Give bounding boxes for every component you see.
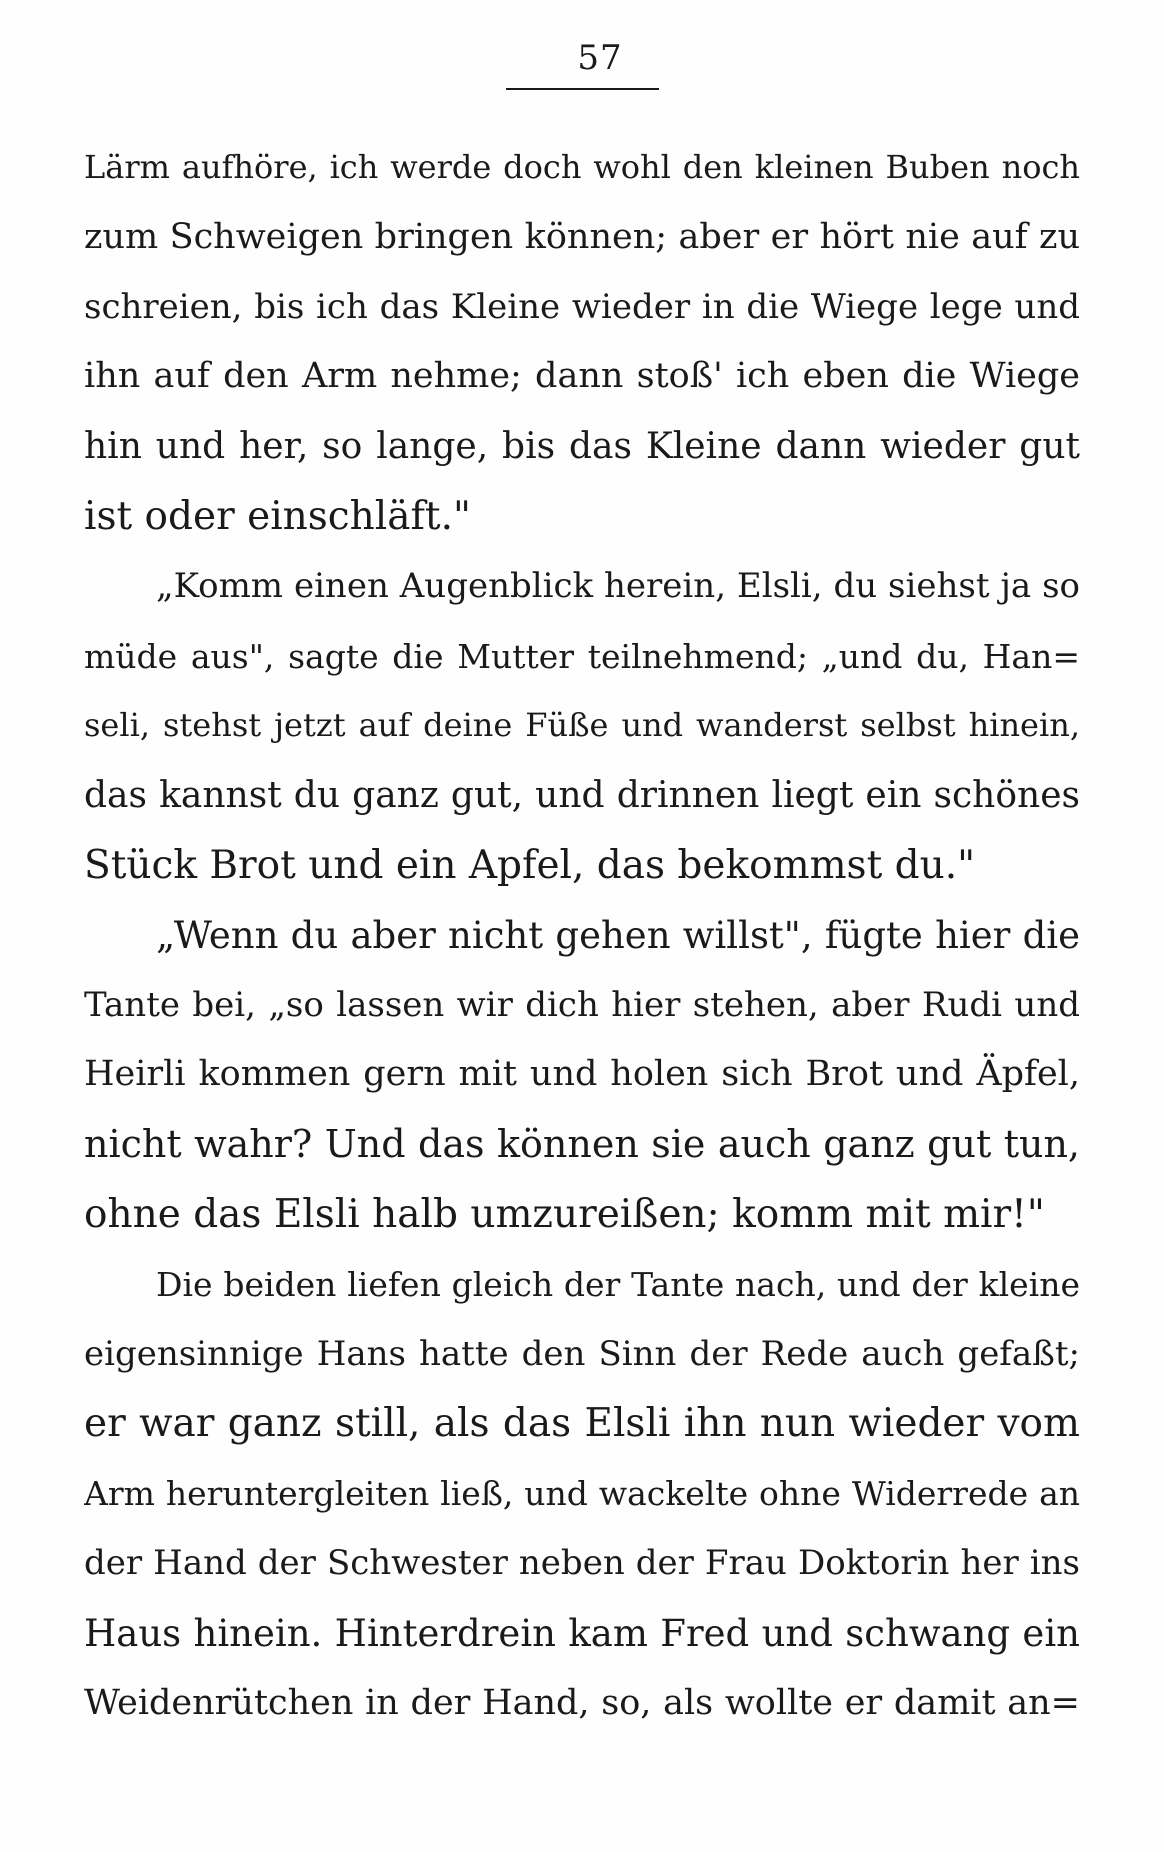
text-line: „Komm einen Augenblick herein, Elsli, du siehst ja so bbox=[156, 565, 1080, 606]
text-line: Stück Brot und ein Apfel, das bekommst du." bbox=[84, 842, 976, 888]
text-line: seli, stehst jetzt auf deine Füße und wanderst selbst hinein, bbox=[84, 706, 1080, 745]
text-line: ist oder einschläft." bbox=[84, 493, 471, 539]
text-line: Heirli kommen gern mit und holen sich Brot und Äpfel, bbox=[84, 1054, 1080, 1095]
text-line: Die beiden liefen gleich der Tante nach, und der kleine bbox=[156, 1264, 1080, 1304]
text-line: „Wenn du aber nicht gehen willst", fügte hier die bbox=[156, 913, 1080, 957]
text-line: der Hand der Schwester neben der Frau Doktorin her ins bbox=[84, 1542, 1080, 1583]
text-line: Lärm aufhöre, ich werde doch wohl den kleinen Buben noch bbox=[84, 148, 1080, 186]
text-line: Arm heruntergleiten ließ, und wackelte ohne Widerrede an bbox=[84, 1474, 1080, 1514]
header-rule bbox=[506, 88, 659, 90]
text-line: schreien, bis ich das Kleine wieder in die Wiege lege und bbox=[84, 286, 1080, 327]
text-line: Haus hinein. Hinterdrein kam Fred und schwang ein bbox=[84, 1611, 1080, 1655]
body-text bbox=[84, 133, 1080, 1738]
text-line: das kannst du ganz gut, und drinnen liegt ein schönes bbox=[84, 775, 1080, 817]
text-line: hin und her, so lange, bis das Kleine dann wieder gut bbox=[84, 426, 1080, 468]
text-line: ihn auf den Arm nehme; dann stoß' ich eben die Wiege bbox=[84, 356, 1080, 397]
text-line: Weidenrütchen in der Hand, so, als wollte er damit an= bbox=[84, 1682, 1080, 1723]
text-line: müde aus", sagte die Mutter teilnehmend; „und du, Han= bbox=[84, 636, 1080, 676]
text-line: zum Schweigen bringen können; aber er hört nie auf zu bbox=[84, 216, 1080, 257]
text-line: er war ganz still, als das Elsli ihn nun wieder vom bbox=[84, 1401, 1080, 1447]
page-number: 57 bbox=[577, 38, 623, 78]
text-line: nicht wahr? Und das können sie auch ganz gut tun, bbox=[84, 1122, 1080, 1167]
text-line: ohne das Elsli halb umzureißen; komm mit mir!" bbox=[84, 1191, 1045, 1237]
text-line: eigensinnige Hans hatte den Sinn der Rede auch gefaßt; bbox=[84, 1333, 1080, 1374]
text-line: Tante bei, „so lassen wir dich hier stehen, aber Rudi und bbox=[84, 984, 1080, 1025]
